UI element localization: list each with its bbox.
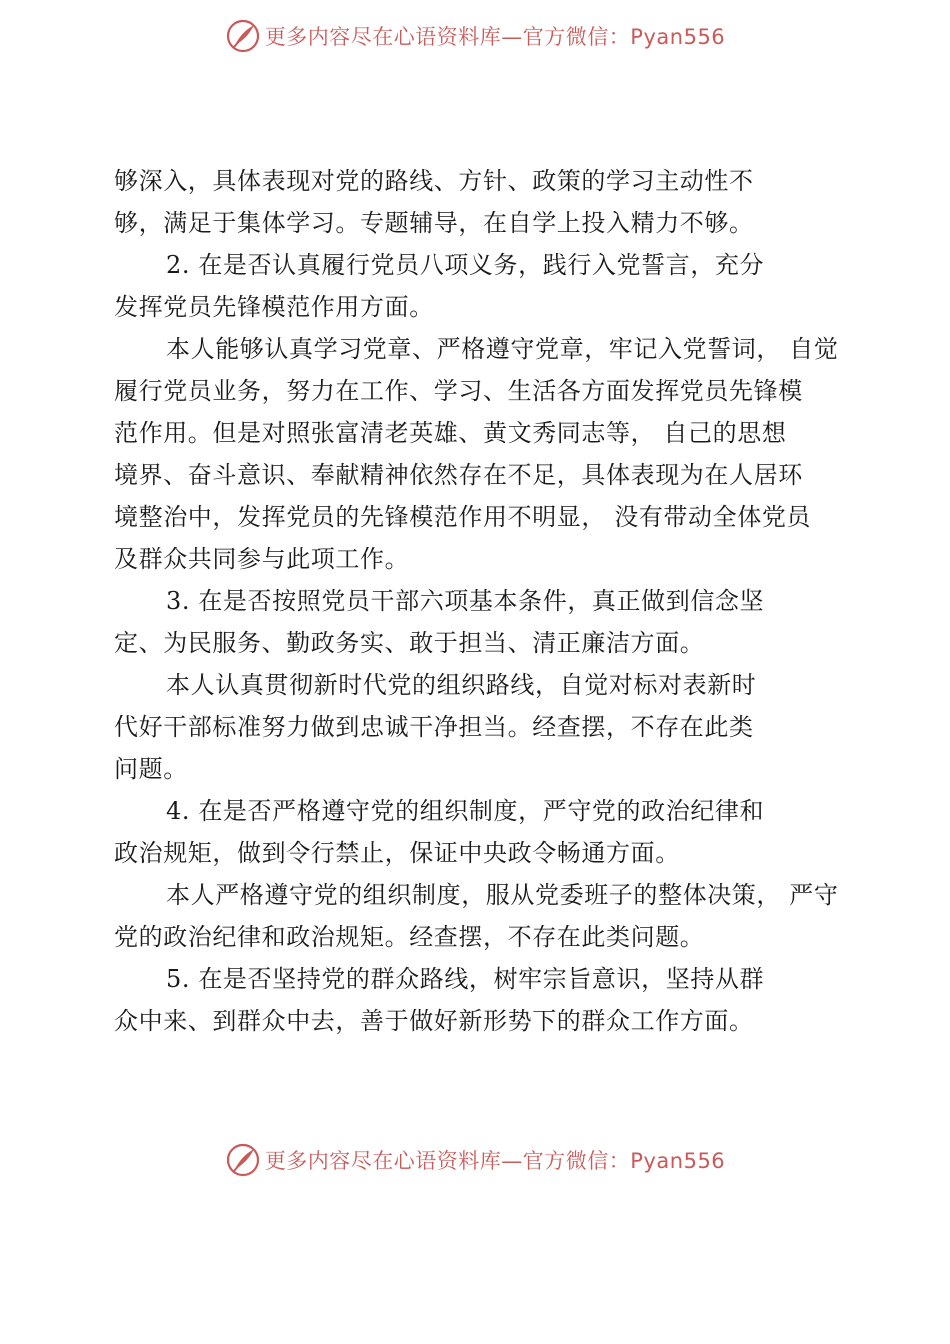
section-heading-5: 5. 在是否坚持党的群众路线，树牢宗旨意识，坚持从群 (166, 965, 765, 993)
section-heading-5-cont: 众中来、到群众中去，善于做好新形势下的群众工作方面。 (114, 1007, 754, 1035)
body-line: 境整治中，发挥党员的先锋模范作用不明显， 没有带动全体党员 (114, 503, 812, 531)
body-line: 本人认真贯彻新时代党的组织路线，自觉对标对表新时 (166, 671, 757, 699)
body-line: 境界、奋斗意识、奉献精神依然存在不足，具体表现为在人居环 (114, 461, 803, 489)
document-body (114, 160, 842, 1042)
feather-logo-icon (225, 1142, 261, 1178)
feather-logo-icon (225, 18, 261, 54)
section-heading-3-cont: 定、为民服务、勤政务实、敢于担当、清正廉洁方面。 (114, 629, 705, 657)
section-heading-4: 4. 在是否严格遵守党的组织制度，严守党的政治纪律和 (166, 797, 765, 825)
section-heading-2-cont: 发挥党员先锋模范作用方面。 (114, 293, 434, 321)
body-line: 够，满足于集体学习。专题辅导，在自学上投入精力不够。 (114, 209, 754, 237)
body-line: 问题。 (114, 755, 188, 783)
body-line: 本人能够认真学习党章、严格遵守党章，牢记入党誓词， 自觉 (166, 335, 839, 363)
section-heading-3: 3. 在是否按照党员干部六项基本条件，真正做到信念坚 (166, 587, 765, 615)
body-line: 够深入，具体表现对党的路线、方针、政策的学习主动性不 (114, 167, 754, 195)
section-heading-4-cont: 政治规矩，做到令行禁止，保证中央政令畅通方面。 (114, 839, 680, 867)
header-banner-text: 更多内容尽在心语资料库—官方微信：Pyan556 (264, 25, 726, 49)
body-line: 及群众共同参与此项工作。 (114, 545, 410, 573)
body-line: 范作用。但是对照张富清老英雄、黄文秀同志等， 自己的思想 (114, 419, 787, 447)
section-heading-2: 2. 在是否认真履行党员八项义务，践行入党誓言，充分 (166, 251, 765, 279)
body-line: 本人严格遵守党的组织制度，服从党委班子的整体决策， 严守 (166, 881, 839, 909)
body-line: 代好干部标准努力做到忠诚干净担当。经查摆，不存在此类 (114, 713, 754, 741)
footer-banner-text: 更多内容尽在心语资料库—官方微信：Pyan556 (264, 1149, 726, 1173)
header-banner (0, 16, 950, 56)
body-line: 党的政治纪律和政治规矩。经查摆，不存在此类问题。 (114, 923, 705, 951)
footer-banner (0, 1140, 950, 1180)
body-line: 履行党员业务，努力在工作、学习、生活各方面发挥党员先锋模 (114, 377, 803, 405)
